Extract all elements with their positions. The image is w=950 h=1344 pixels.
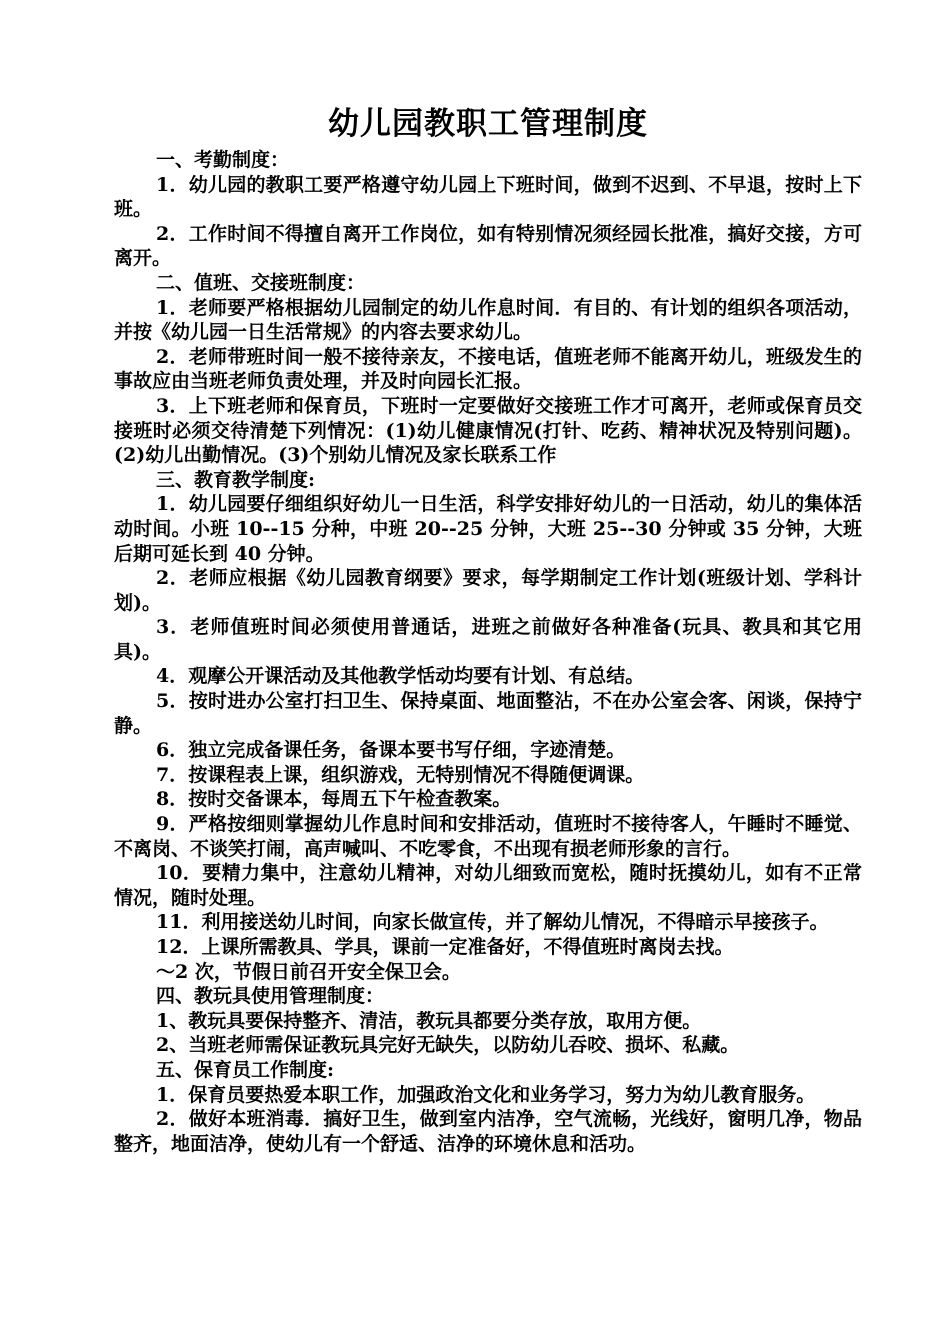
paragraph-item: 4．观摩公开课活动及其他教学恬动均要有计划、有总结。 xyxy=(156,665,645,688)
section-heading-teaching: 三、教育教学制度: xyxy=(156,468,316,491)
paragraph-item: 12．上课所需教具、学具，课前一定准备好，不得值班时离岗去找。 xyxy=(156,936,734,958)
paragraph-item: 6．独立完成备课任务，备课本要书写仔细，字迹清楚。 xyxy=(156,739,626,762)
paragraph-item: 5．按时进办公室打扫卫生、保持桌面、地面整沾，不在办公室会客、闲谈，保持宁静。 xyxy=(114,690,862,737)
document-body xyxy=(114,148,862,1156)
paragraph-item: 2．工作时间不得擅自离开工作岗位，如有特别情况须经园长批准，搞好交接，方可离开。 xyxy=(114,222,862,270)
paragraph-item: 1．幼儿园要仔细组织好幼儿一日生活，科学安排好幼儿的一日活动，幼儿的集体活动时间。小班 10--15 分种，中班 20--25 分钟，大班 25--30 分钟或 35 分钟，大班后期可延长到 40 分钟。 xyxy=(114,493,862,565)
paragraph-item: 2．老师带班时间一般不接待亲友，不接电话，值班老师不能离开幼儿，班级发生的事故应由当班老师负责处理，并及时向园长汇报。 xyxy=(114,345,862,393)
paragraph-item: 1．老师要严格根据幼儿园制定的幼儿作息时间．有目的、有计划的组织各项活动，并按《幼儿园一日生活常规》的内容去要求幼儿。 xyxy=(114,296,862,344)
paragraph-item: 9．严格按细则掌握幼儿作息时间和安排活动，值班时不接待客人，午睡时不睡觉、不离岗、不谈笑打闹，高声喊叫、不吃零食，不出现有损老师形象的言行。 xyxy=(114,813,862,860)
section-heading-duty-handover: 二、值班、交接班制度： xyxy=(156,271,366,294)
paragraph-item: 3．上下班老师和保育员，下班时一定要做好交接班工作才可离开，老师或保育员交接班时必须交待清楚下列情况：(1)幼儿健康情况(打针、吃药、精神状况及特别问题)。(2)幼儿出勤情况。(3)个别幼儿情况及家长联系工作 xyxy=(114,394,862,467)
paragraph-item: ～2 次，节假日前召开安全保卫会。 xyxy=(156,960,461,983)
paragraph-item: 2、当班老师需保证教玩具完好无缺失，以防幼儿吞咬、损坏、私藏。 xyxy=(156,1034,740,1057)
paragraph-item: 11．利用接送幼儿时间，向家长做宣传，并了解幼儿情况，不得暗示早接孩子。 xyxy=(156,911,829,934)
paragraph-item: 1．保育员要热爱本职工作，加强政治文化和业务学习，努力为幼儿教育服务。 xyxy=(156,1083,816,1106)
paragraph-item: 2．做好本班消毒．搞好卫生，做到室内洁净，空气流畅，光线好，窗明几净，物品整齐，地面洁净，使幼儿有一个舒适、洁净的环境休息和活功。 xyxy=(114,1108,862,1155)
paragraph-item: 1．幼儿园的教职工要严格遵守幼儿园上下班时间，做到不迟到、不早退，按时上下班。 xyxy=(114,173,862,221)
paragraph-item: 8．按时交备课本，每周五下午检查教案。 xyxy=(156,788,512,811)
section-heading-toys: 四、教玩具使用管理制度： xyxy=(156,985,385,1008)
paragraph-item: 7．按课程表上课，组织游戏，无特别情况不得随便调课。 xyxy=(156,763,645,786)
paragraph-item: 10．要精力集中，注意幼儿精神，对幼儿细致而宽松，随时抚摸幼儿，如有不正常情况，随时处理。 xyxy=(114,862,862,909)
paragraph-item: 1、教玩具要保持整齐、清洁，教玩具都要分类存放，取用方便。 xyxy=(156,1009,702,1032)
section-heading-caregiver: 五、保育员工作制度: xyxy=(156,1058,335,1081)
document-title: 幼儿园教职工管理制度 xyxy=(328,106,648,142)
paragraph-item: 2．老师应根据《幼儿园教育纲要》要求，每学期制定工作计划(班级计划、学科计划)。 xyxy=(114,567,862,614)
document-page xyxy=(114,100,862,1156)
section-heading-attendance: 一、考勤制度： xyxy=(156,149,290,171)
paragraph-item: 3．老师值班时间必须使用普通话，进班之前做好各种准备(玩具、教具和其它用具)。 xyxy=(114,616,862,663)
